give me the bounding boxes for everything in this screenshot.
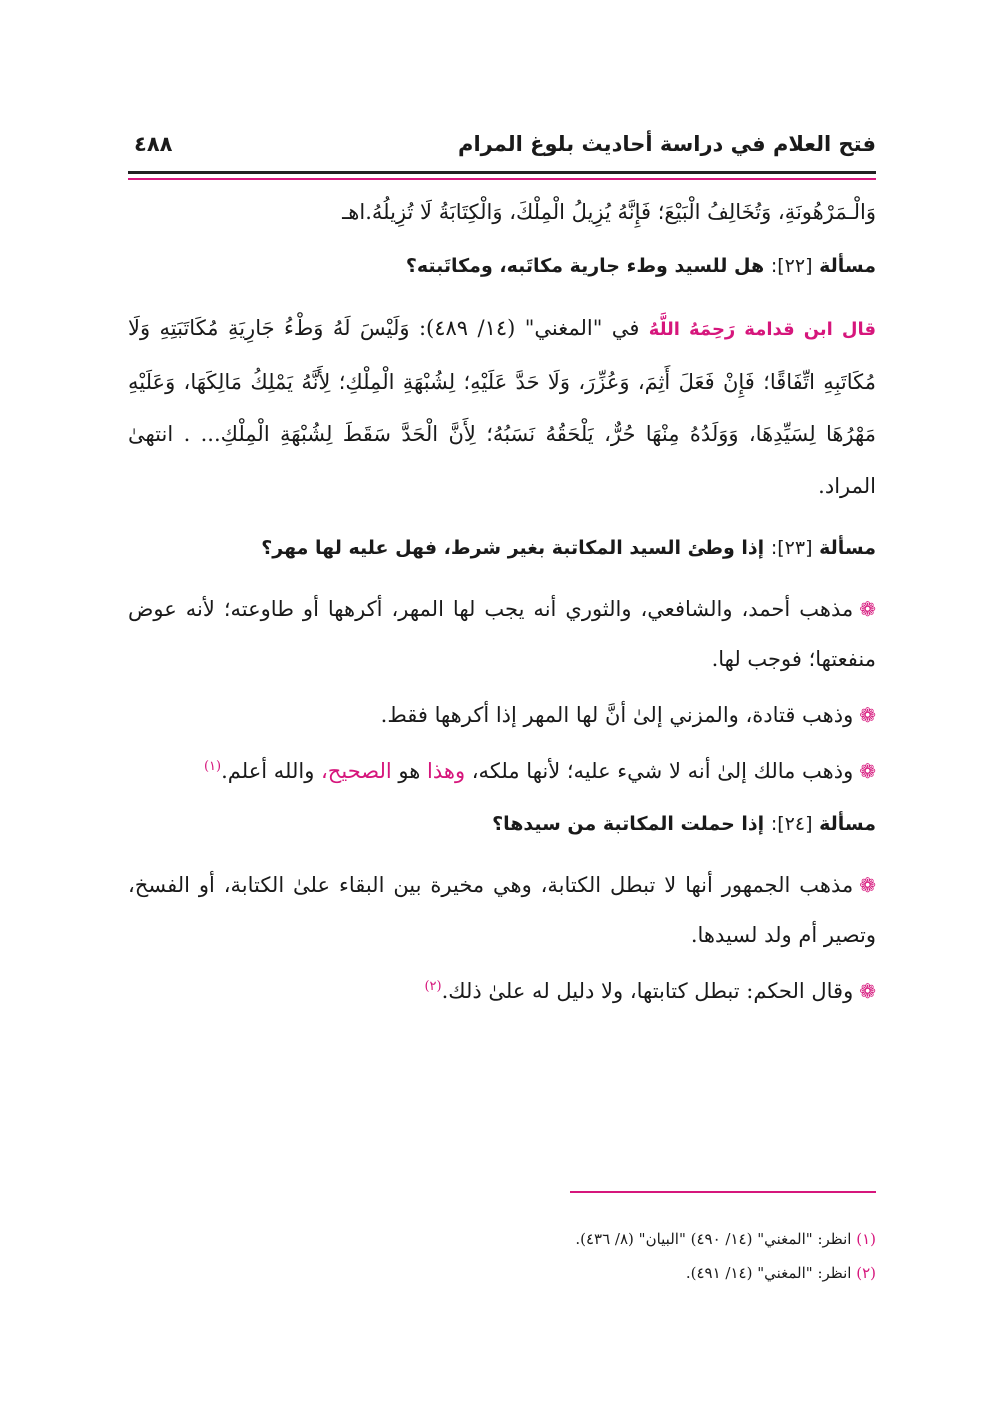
footnote bbox=[128, 1222, 876, 1256]
footnote-text: انظر: "المغني" (١٤/ ٤٩٠) "البيان" (٨/ ٤٣٦). bbox=[575, 1230, 852, 1248]
footnote-text: انظر: "المغني" (١٤/ ٤٩١). bbox=[685, 1264, 852, 1282]
masala-22-heading bbox=[128, 244, 876, 288]
opinion-text: مذهب أحمد، والشافعي، والثوري أنه يجب لها المهر، أكرهها أو طاوعته؛ لأنه عوض منفعتها؛ فوجب لها. bbox=[128, 597, 876, 671]
opinion-text: وذهب مالك إلىٰ أنه لا شيء عليه؛ لأنها ملكه، bbox=[471, 759, 854, 783]
opinion-text: هو bbox=[398, 759, 421, 783]
ibn-qudama-quote bbox=[128, 302, 876, 512]
flower-icon: ❁ bbox=[859, 873, 876, 897]
header-rule-black bbox=[128, 171, 876, 174]
masala-label: مسألة bbox=[819, 537, 876, 559]
page-number: ٤٨٨ bbox=[134, 132, 173, 156]
masala-23-heading bbox=[128, 526, 876, 570]
quote-source: في "المغني" (١٤/ ٤٨٩): bbox=[418, 316, 640, 340]
footnote-number: (١) bbox=[856, 1230, 876, 1248]
footnotes bbox=[128, 1222, 876, 1290]
masala-label: مسألة bbox=[819, 255, 876, 277]
opinion-text: وذهب قتادة، والمزني إلىٰ أنَّ لها المهر إذا أكرهها فقط. bbox=[380, 703, 854, 727]
masala-number: [٢٢]: bbox=[770, 255, 813, 277]
page-body bbox=[128, 188, 876, 1022]
opinion-item bbox=[128, 860, 876, 960]
opinion-text: والله أعلم. bbox=[221, 759, 315, 783]
footnote-separator bbox=[570, 1191, 876, 1193]
opinion-item bbox=[128, 746, 876, 796]
quote-text: وَلَيْسَ لَهُ وَطْءُ جَارِيَةِ مُكَاتَبَتِهِ وَلَا مُكَاتَبِهِ اتِّفَاقًا؛ فَإِنْ فَعَلَ أَثِمَ، وَعُزِّرَ، وَلَا حَدَّ عَلَيْهِ؛ لِشُبْهَةِ الْمِلْكِ؛ لِأَنَّهُ يَمْلِكُ مَالِكَهَا، وَعَلَيْهِ مَهْرُهَا لِسَيِّدِهَا، وَوَلَدُهُ مِنْهَا حُرٌّ، يَلْحَقُهُ نَسَبُهُ؛ لِأَنَّ الْحَدَّ سَقَطَ لِشُبْهَةِ الْمِلْكِ... . انتهىٰ المراد. bbox=[128, 316, 876, 498]
header-rule-pink bbox=[128, 178, 876, 180]
opinion-item bbox=[128, 690, 876, 740]
continuation-text: وَالْـمَرْهُونَةِ، وَتُخَالِفُ الْبَيْعَ؛ فَإِنَّهُ يُزِيلُ الْمِلْكَ، وَالْكِتَابَةُ لَا تُزِيلُهُ.اهـ bbox=[342, 200, 876, 224]
emphasis-text: الصحيح، bbox=[321, 759, 392, 783]
masala-label: مسألة bbox=[819, 813, 876, 835]
running-header bbox=[128, 132, 876, 164]
flower-icon: ❁ bbox=[859, 703, 876, 727]
opinion-item bbox=[128, 584, 876, 684]
masala-question: إذا وطئ السيد المكاتبة بغير شرط، فهل عليه لها مهر؟ bbox=[261, 537, 765, 559]
masala-24-heading bbox=[128, 802, 876, 846]
flower-icon: ❁ bbox=[859, 597, 876, 621]
masala-question: إذا حملت المكاتبة من سيدها؟ bbox=[492, 813, 765, 835]
masala-number: [٢٣]: bbox=[770, 537, 813, 559]
masala-number: [٢٤]: bbox=[770, 813, 813, 835]
opinion-text: وقال الحكم: تبطل كتابتها، ولا دليل له علىٰ ذلك. bbox=[441, 979, 854, 1003]
footnote-ref[interactable]: (٢) bbox=[424, 979, 442, 994]
opinion-text: مذهب الجمهور أنها لا تبطل الكتابة، وهي مخيرة بين البقاء علىٰ الكتابة، أو الفسخ، وتصير أم ولد لسيدها. bbox=[128, 873, 876, 947]
flower-icon: ❁ bbox=[859, 979, 876, 1003]
footnote-number: (٢) bbox=[856, 1264, 876, 1282]
quote-speaker: قال ابن قدامة رَحِمَهُ اللَّهُ bbox=[648, 319, 876, 340]
masala-question: هل للسيد وطء جارية مكاتَبه، ومكاتَبته؟ bbox=[405, 255, 765, 277]
book-title: فتح العلام في دراسة أحاديث بلوغ المرام bbox=[458, 132, 876, 156]
book-page bbox=[128, 0, 876, 1418]
flower-icon: ❁ bbox=[859, 759, 876, 783]
emphasis-text: وهذا bbox=[427, 759, 466, 783]
footnote-ref[interactable]: (١) bbox=[203, 759, 222, 774]
opinion-item bbox=[128, 966, 876, 1016]
footnote bbox=[128, 1256, 876, 1290]
